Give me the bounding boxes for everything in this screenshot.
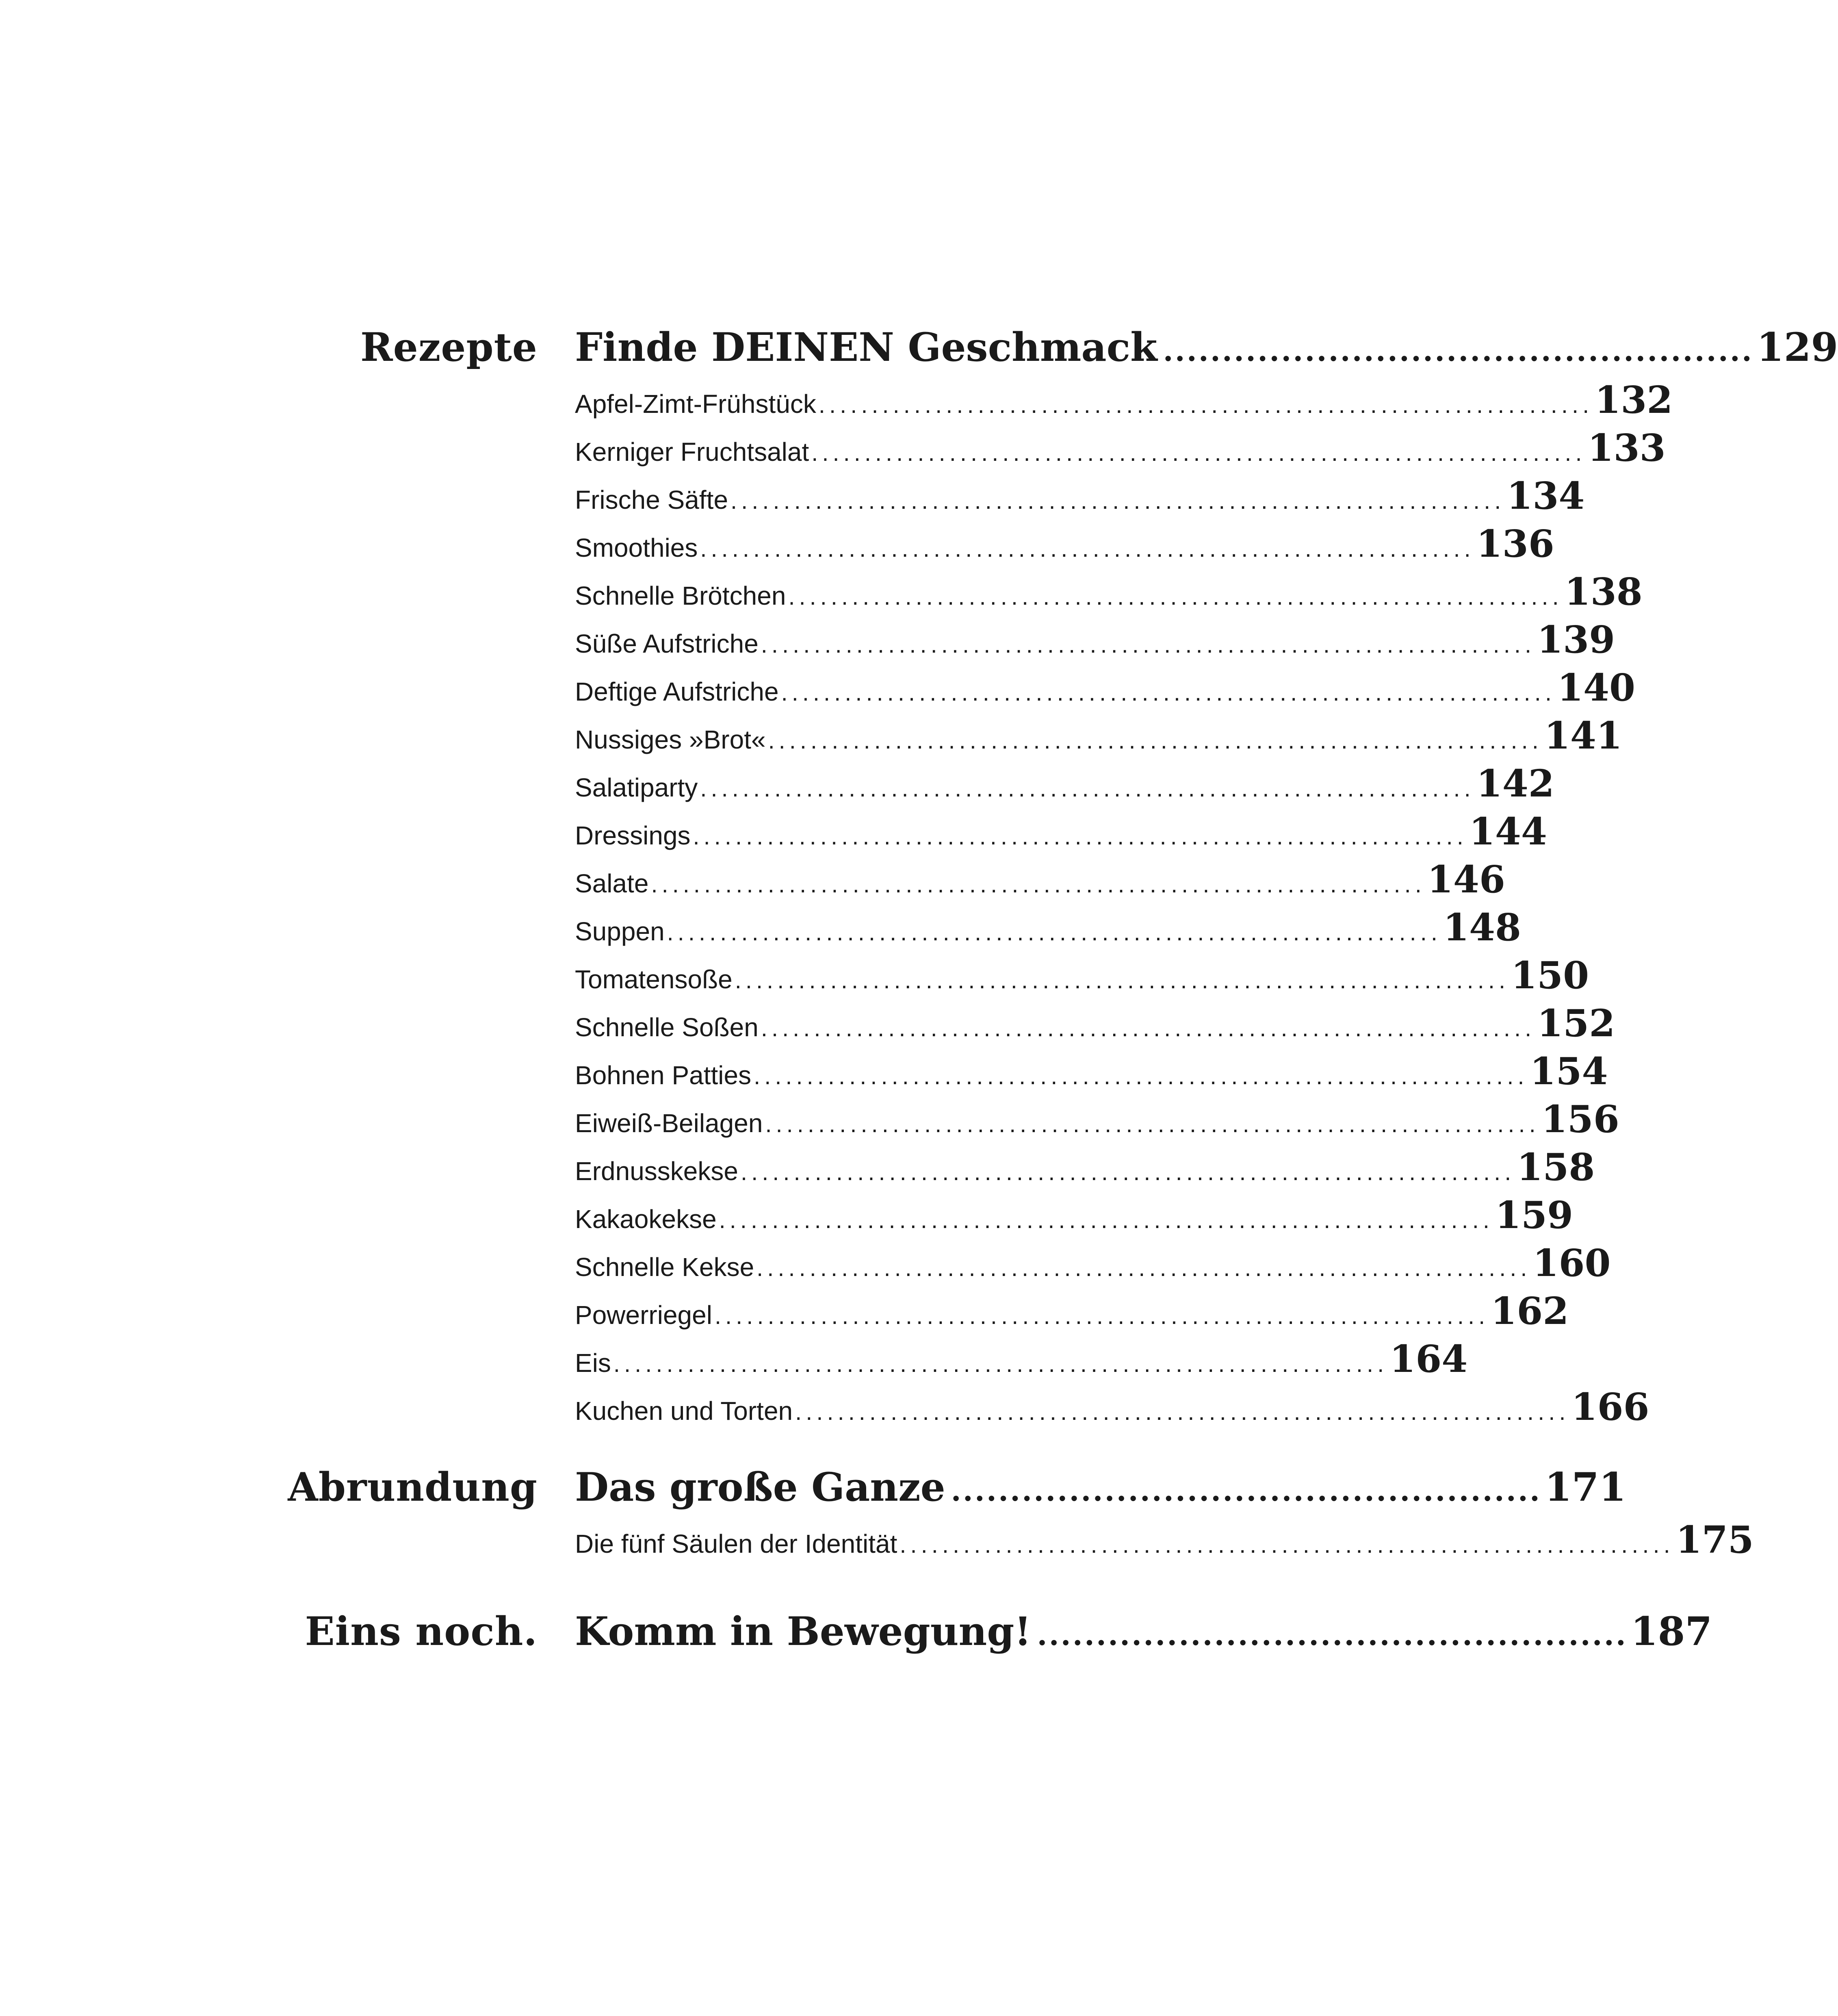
toc-entry[interactable]	[575, 999, 1615, 1051]
chapter-heading-row[interactable]	[575, 324, 1838, 373]
dot-leader: .........................................................................	[667, 919, 1441, 946]
dot-leader: .........................................................................	[781, 679, 1556, 706]
entry-title: Eis	[575, 1348, 611, 1378]
page-number: 158	[1517, 1145, 1595, 1189]
entry-title: Kerniger Fruchtsalat	[575, 437, 809, 467]
page-number: 187	[1630, 1608, 1712, 1654]
entry-title: Dressings	[575, 821, 691, 850]
dot-leader: .........................................................................	[700, 775, 1475, 802]
part-label: Rezepte	[360, 324, 538, 370]
toc-entry[interactable]	[575, 807, 1547, 859]
toc-entry[interactable]	[575, 1047, 1608, 1099]
page-number: 134	[1506, 474, 1585, 518]
dot-leader: .........................................................................	[795, 1399, 1570, 1425]
page-number: 164	[1389, 1337, 1468, 1381]
dot-leader: .........................................................................	[761, 631, 1536, 658]
page-number: 133	[1587, 426, 1666, 470]
entry-title: Smoothies	[575, 533, 698, 562]
part-label: Eins noch.	[305, 1608, 538, 1654]
page-number: 136	[1476, 522, 1554, 566]
entry-title: Suppen	[575, 917, 665, 946]
dot-leader: .........................................................................	[730, 488, 1505, 514]
dot-leader: .........................................................................	[740, 1159, 1515, 1185]
page-number: 129	[1756, 324, 1838, 370]
toc-entry[interactable]	[575, 472, 1585, 524]
toc-entry[interactable]	[575, 1095, 1619, 1147]
chapter-title: Finde DEINEN Geschmack	[575, 324, 1157, 370]
dot-leader: ..................................................	[1163, 333, 1753, 368]
dot-leader: .........................................................................	[613, 1351, 1388, 1377]
toc-entry[interactable]	[575, 760, 1554, 812]
dot-leader: .........................................................................	[651, 871, 1426, 898]
entry-title: Schnelle Kekse	[575, 1252, 754, 1282]
chapter-heading-row[interactable]	[575, 1608, 1712, 1657]
dot-leader: .........................................................................	[719, 1207, 1493, 1233]
dot-leader: .........................................................................	[899, 1532, 1674, 1558]
toc-entry[interactable]	[575, 855, 1505, 907]
page-number: 148	[1443, 905, 1522, 949]
page-number: 160	[1532, 1241, 1611, 1285]
page-number: 152	[1537, 1001, 1615, 1045]
page-number: 156	[1541, 1097, 1619, 1141]
entry-title: Nussiges »Brot«	[575, 725, 766, 754]
entry-title: Schnelle Brötchen	[575, 581, 786, 610]
toc-entry[interactable]	[575, 903, 1522, 955]
entry-title: Eiweiß-Beilagen	[575, 1109, 763, 1138]
chapter-title: Das große Ganze	[575, 1464, 945, 1510]
dot-leader: .........................................................................	[756, 1255, 1531, 1281]
entry-title: Erdnusskekse	[575, 1157, 738, 1186]
page-number: 132	[1595, 378, 1673, 422]
dot-leader: .........................................................................	[768, 727, 1543, 754]
entry-title: Apfel-Zimt-Frühstück	[575, 389, 816, 419]
page-number: 159	[1495, 1193, 1574, 1237]
dot-leader: .........................................................................	[754, 1063, 1528, 1089]
page-number: 140	[1557, 666, 1635, 710]
page-number: 142	[1476, 762, 1554, 805]
entry-title: Salate	[575, 869, 649, 898]
dot-leader: .........................................................................	[761, 1015, 1536, 1042]
toc-entry[interactable]	[575, 520, 1554, 572]
entry-title: Die fünf Säulen der Identität	[575, 1529, 897, 1558]
page-number: 144	[1469, 809, 1547, 853]
toc-entry[interactable]	[575, 1143, 1595, 1195]
entry-title: Powerriegel	[575, 1300, 712, 1330]
entry-title: Frische Säfte	[575, 485, 728, 514]
dot-leader: .........................................................................	[735, 967, 1510, 994]
toc-entry[interactable]	[575, 1239, 1611, 1291]
toc-entry[interactable]	[575, 376, 1673, 428]
page-number: 141	[1544, 714, 1622, 757]
toc-entry[interactable]	[575, 616, 1615, 668]
page-number: 162	[1491, 1289, 1569, 1333]
chapter-heading-row[interactable]	[575, 1464, 1626, 1513]
dot-leader: .........................................................................	[788, 584, 1563, 610]
dot-leader: .........................................................................	[811, 440, 1586, 466]
part-label: Abrundung	[288, 1464, 538, 1510]
entry-title: Süße Aufstriche	[575, 629, 759, 658]
dot-leader: ..................................................	[951, 1473, 1541, 1508]
dot-leader: .........................................................................	[700, 536, 1475, 562]
page-number: 171	[1545, 1464, 1626, 1510]
page-number: 139	[1537, 618, 1615, 662]
page-number: 138	[1564, 570, 1643, 614]
dot-leader: .........................................................................	[818, 392, 1593, 418]
page-number: 166	[1571, 1385, 1649, 1429]
entry-title: Kakaokekse	[575, 1204, 717, 1234]
entry-title: Salatiparty	[575, 773, 698, 802]
toc-entry[interactable]	[575, 1383, 1649, 1435]
entry-title: Bohnen Patties	[575, 1061, 752, 1090]
toc-entry[interactable]	[575, 1516, 1754, 1568]
toc-entry[interactable]	[575, 664, 1635, 716]
page-number: 175	[1675, 1518, 1754, 1562]
page-number: 150	[1511, 953, 1589, 997]
dot-leader: .........................................................................	[693, 823, 1467, 850]
entry-title: Deftige Aufstriche	[575, 677, 779, 706]
dot-leader: .........................................................................	[714, 1303, 1489, 1329]
toc-entry[interactable]	[575, 1191, 1574, 1243]
entry-title: Schnelle Soßen	[575, 1013, 759, 1042]
toc-entry[interactable]	[575, 1335, 1468, 1387]
page-number: 146	[1427, 857, 1505, 901]
entry-title: Tomatensoße	[575, 965, 733, 994]
entry-title: Kuchen und Torten	[575, 1396, 793, 1426]
toc-entry[interactable]	[575, 712, 1622, 764]
toc-entry[interactable]	[575, 568, 1643, 620]
toc-entry[interactable]	[575, 424, 1666, 476]
toc-entry[interactable]	[575, 1287, 1569, 1339]
page-number: 154	[1530, 1049, 1608, 1093]
chapter-title: Komm in Bewegung!	[575, 1608, 1032, 1654]
toc-entry[interactable]	[575, 951, 1589, 1003]
dot-leader: ..................................................	[1037, 1617, 1628, 1652]
dot-leader: .........................................................................	[765, 1111, 1540, 1137]
